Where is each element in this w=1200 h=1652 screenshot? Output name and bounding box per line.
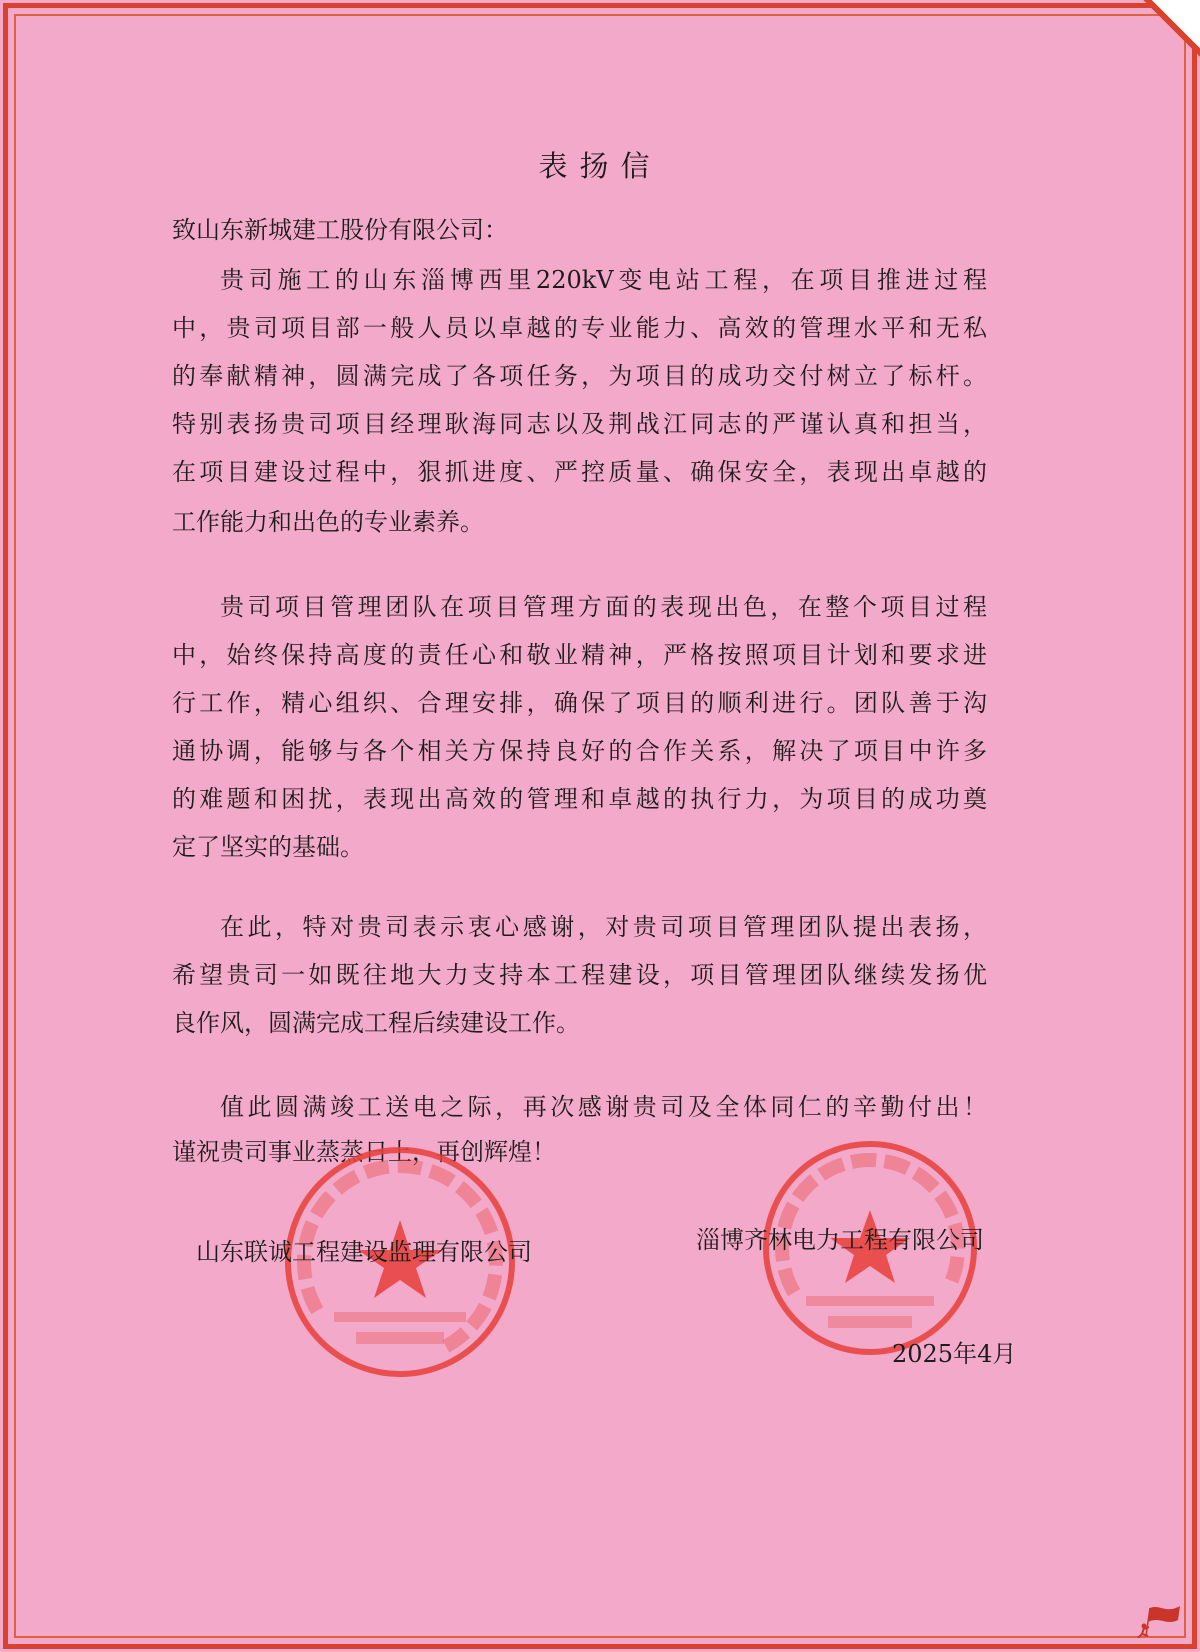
paragraph-3-line: 良作风，圆满完成工程后续建设工作。 [172,1009,580,1037]
paragraph-2-line: 行工作，精心组织、合理安排，确保了项目的顺利进行。团队善于沟 [172,689,987,717]
paragraph-4-line: 谨祝贵司事业蒸蒸日上，再创辉煌！ [172,1138,556,1166]
letter-date: 2025年4月 [892,1340,1017,1368]
paragraph-2-line: 定了坚实的基础。 [172,833,364,861]
paragraph-4-line: 值此圆满竣工送电之际，再次感谢贵司及全体同仁的辛勤付出！ [220,1093,987,1121]
salutation: 致山东新城建工股份有限公司： [172,216,508,244]
paragraph-1-line: 的奉献精神，圆满完成了各项任务，为项目的成功交付树立了标杆。 [172,362,987,390]
letter-title: 表扬信 [538,149,662,183]
paragraph-2-line: 通协调，能够与各个相关方保持良好的合作关系，解决了项目中许多 [172,737,987,765]
signatory-left: 山东联诚工程建设监理有限公司 [196,1238,532,1266]
flag-bearer-icon [1136,1588,1186,1638]
decorative-inner-border [14,14,1186,1638]
paragraph-2-line: 贵司项目管理团队在项目管理方面的表现出色，在整个项目过程 [220,593,987,621]
paragraph-1-line: 中，贵司项目部一般人员以卓越的专业能力、高效的管理水平和无私 [172,314,987,342]
paragraph-1-line: 工作能力和出色的专业素养。 [172,508,484,536]
paragraph-1-line: 在项目建设过程中，狠抓进度、严控质量、确保安全，表现出卓越的 [172,458,987,486]
paragraph-2-line: 的难题和困扰，表现出高效的管理和卓越的执行力，为项目的成功奠 [172,785,987,813]
folded-corner [1130,0,1200,70]
paragraph-1-line: 特别表扬贵司项目经理耿海同志以及荆战江同志的严谨认真和担当， [172,410,987,438]
paragraph-1-line: 贵司施工的山东淄博西里220kV变电站工程，在项目推进过程 [220,266,987,294]
paragraph-3-line: 在此，特对贵司表示衷心感谢，对贵司项目管理团队提出表扬， [220,913,987,941]
signatory-right: 淄博齐林电力工程有限公司 [696,1226,984,1254]
paragraph-2-line: 中，始终保持高度的责任心和敬业精神，严格按照项目计划和要求进 [172,641,987,669]
paragraph-3-line: 希望贵司一如既往地大力支持本工程建设，项目管理团队继续发扬优 [172,961,987,989]
